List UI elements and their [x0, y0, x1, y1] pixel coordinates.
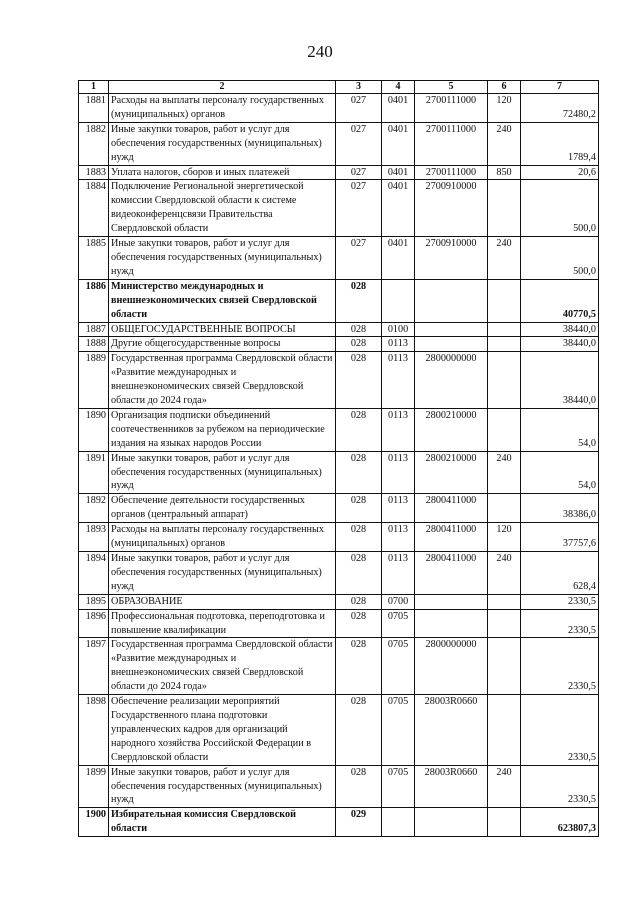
expense-type-code: 120	[488, 94, 521, 123]
row-name: Другие общегосударственные вопросы	[109, 337, 336, 352]
expense-type-code	[488, 609, 521, 638]
column-header: 6	[488, 81, 521, 94]
section-code: 0113	[382, 337, 415, 352]
row-name: Иные закупки товаров, работ и услуг для обеспечения государственных (муниципальных) нужд	[109, 237, 336, 280]
admin-code: 028	[336, 523, 382, 552]
row-name: Обеспечение деятельности государственных органов (центральный аппарат)	[109, 494, 336, 523]
column-header: 3	[336, 81, 382, 94]
section-code: 0700	[382, 594, 415, 609]
section-code	[382, 279, 415, 322]
expense-type-code: 240	[488, 122, 521, 165]
row-number: 1896	[79, 609, 109, 638]
row-amount: 628,4	[521, 552, 599, 595]
target-article-code	[415, 609, 488, 638]
target-article-code: 2700111000	[415, 94, 488, 123]
table-row	[79, 122, 599, 165]
row-amount: 20,6	[521, 165, 599, 180]
row-number: 1885	[79, 237, 109, 280]
target-article-code	[415, 808, 488, 837]
row-name: Избирательная комиссия Свердловской области	[109, 808, 336, 837]
target-article-code: 2800000000	[415, 352, 488, 409]
admin-code: 028	[336, 552, 382, 595]
row-amount: 40770,5	[521, 279, 599, 322]
row-name: ОБЩЕГОСУДАРСТВЕННЫЕ ВОПРОСЫ	[109, 322, 336, 337]
target-article-code: 2700111000	[415, 122, 488, 165]
row-number: 1899	[79, 765, 109, 808]
admin-code: 028	[336, 337, 382, 352]
row-number: 1898	[79, 695, 109, 766]
expense-type-code	[488, 494, 521, 523]
expense-type-code	[488, 695, 521, 766]
row-number: 1894	[79, 552, 109, 595]
row-amount: 623807,3	[521, 808, 599, 837]
section-code: 0100	[382, 322, 415, 337]
table-row	[79, 180, 599, 237]
budget-table	[78, 80, 599, 837]
target-article-code: 28003R0660	[415, 695, 488, 766]
target-article-code: 2800210000	[415, 451, 488, 494]
expense-type-code	[488, 594, 521, 609]
column-header: 7	[521, 81, 599, 94]
expense-type-code: 240	[488, 765, 521, 808]
row-name: Государственная программа Свердловской области «Развитие международных и внешнеэкономических связей Свердловской области до 2024 года»	[109, 352, 336, 409]
expense-type-code: 850	[488, 165, 521, 180]
expense-type-code	[488, 322, 521, 337]
row-name: Организация подписки объединений соотечественников за рубежом на периодические издания на языках народов России	[109, 408, 336, 451]
section-code: 0705	[382, 765, 415, 808]
target-article-code: 2800411000	[415, 494, 488, 523]
table-row	[79, 808, 599, 837]
page-number: 240	[307, 42, 333, 61]
table-row	[79, 94, 599, 123]
table-row	[79, 337, 599, 352]
target-article-code: 2800210000	[415, 408, 488, 451]
section-code: 0113	[382, 451, 415, 494]
table-body	[79, 94, 599, 837]
admin-code: 028	[336, 494, 382, 523]
table-row	[79, 638, 599, 695]
column-header: 1	[79, 81, 109, 94]
admin-code: 028	[336, 609, 382, 638]
admin-code: 028	[336, 695, 382, 766]
section-code: 0705	[382, 695, 415, 766]
expense-type-code	[488, 408, 521, 451]
row-amount: 38440,0	[521, 337, 599, 352]
target-article-code	[415, 337, 488, 352]
row-amount: 2330,5	[521, 594, 599, 609]
row-number: 1886	[79, 279, 109, 322]
row-amount: 2330,5	[521, 695, 599, 766]
table-row	[79, 765, 599, 808]
admin-code: 028	[336, 408, 382, 451]
row-number: 1887	[79, 322, 109, 337]
column-header: 4	[382, 81, 415, 94]
target-article-code: 2700910000	[415, 180, 488, 237]
table-row	[79, 552, 599, 595]
row-number: 1881	[79, 94, 109, 123]
admin-code: 028	[336, 352, 382, 409]
row-amount: 38386,0	[521, 494, 599, 523]
row-name: Расходы на выплаты персоналу государственных (муниципальных) органов	[109, 523, 336, 552]
table-row	[79, 408, 599, 451]
row-number: 1883	[79, 165, 109, 180]
table-row	[79, 165, 599, 180]
row-amount: 54,0	[521, 408, 599, 451]
section-code: 0401	[382, 237, 415, 280]
table-row	[79, 609, 599, 638]
section-code: 0705	[382, 609, 415, 638]
table-row	[79, 279, 599, 322]
admin-code: 028	[336, 279, 382, 322]
admin-code: 027	[336, 165, 382, 180]
target-article-code: 2700111000	[415, 165, 488, 180]
expense-type-code	[488, 279, 521, 322]
admin-code: 027	[336, 180, 382, 237]
row-name: Профессиональная подготовка, переподготовка и повышение квалификации	[109, 609, 336, 638]
expense-type-code: 120	[488, 523, 521, 552]
row-number: 1897	[79, 638, 109, 695]
table-row	[79, 322, 599, 337]
table-header-row	[79, 81, 599, 94]
row-amount: 2330,5	[521, 765, 599, 808]
column-header: 2	[109, 81, 336, 94]
row-number: 1891	[79, 451, 109, 494]
section-code: 0401	[382, 122, 415, 165]
admin-code: 029	[336, 808, 382, 837]
row-amount: 2330,5	[521, 638, 599, 695]
expense-type-code	[488, 352, 521, 409]
row-name: Иные закупки товаров, работ и услуг для обеспечения государственных (муниципальных) нужд	[109, 765, 336, 808]
row-name: Уплата налогов, сборов и иных платежей	[109, 165, 336, 180]
row-name: Иные закупки товаров, работ и услуг для обеспечения государственных (муниципальных) нужд	[109, 552, 336, 595]
row-number: 1888	[79, 337, 109, 352]
row-number: 1882	[79, 122, 109, 165]
row-amount: 500,0	[521, 237, 599, 280]
admin-code: 027	[336, 94, 382, 123]
expense-type-code	[488, 638, 521, 695]
admin-code: 027	[336, 122, 382, 165]
row-name: Обеспечение реализации мероприятий Государственного плана подготовки управленческих кадров для организаций народного хозяйства Российской Федерации в Свердловской области	[109, 695, 336, 766]
row-amount: 37757,6	[521, 523, 599, 552]
column-header: 5	[415, 81, 488, 94]
table-row	[79, 523, 599, 552]
row-name: Иные закупки товаров, работ и услуг для обеспечения государственных (муниципальных) нужд	[109, 122, 336, 165]
admin-code: 028	[336, 322, 382, 337]
section-code: 0401	[382, 94, 415, 123]
row-amount: 500,0	[521, 180, 599, 237]
section-code: 0113	[382, 523, 415, 552]
table-row	[79, 494, 599, 523]
row-amount: 38440,0	[521, 322, 599, 337]
table-row	[79, 695, 599, 766]
row-number: 1893	[79, 523, 109, 552]
row-amount: 72480,2	[521, 94, 599, 123]
section-code: 0401	[382, 180, 415, 237]
target-article-code	[415, 279, 488, 322]
admin-code: 028	[336, 594, 382, 609]
row-amount: 54,0	[521, 451, 599, 494]
row-name: Расходы на выплаты персоналу государственных (муниципальных) органов	[109, 94, 336, 123]
expense-type-code	[488, 808, 521, 837]
table-row	[79, 237, 599, 280]
row-name: Государственная программа Свердловской области «Развитие международных и внешнеэкономических связей Свердловской области до 2024 года»	[109, 638, 336, 695]
admin-code: 027	[336, 237, 382, 280]
target-article-code: 28003R0660	[415, 765, 488, 808]
admin-code: 028	[336, 638, 382, 695]
row-number: 1889	[79, 352, 109, 409]
expense-type-code: 240	[488, 552, 521, 595]
table-row	[79, 594, 599, 609]
row-amount: 1789,4	[521, 122, 599, 165]
table-row	[79, 451, 599, 494]
table-row	[79, 352, 599, 409]
row-number: 1895	[79, 594, 109, 609]
target-article-code: 2800000000	[415, 638, 488, 695]
section-code: 0113	[382, 494, 415, 523]
expense-type-code: 240	[488, 237, 521, 280]
row-number: 1892	[79, 494, 109, 523]
expense-type-code	[488, 337, 521, 352]
row-name: ОБРАЗОВАНИЕ	[109, 594, 336, 609]
target-article-code: 2800411000	[415, 552, 488, 595]
target-article-code: 2700910000	[415, 237, 488, 280]
row-amount: 2330,5	[521, 609, 599, 638]
row-name: Иные закупки товаров, работ и услуг для обеспечения государственных (муниципальных) нужд	[109, 451, 336, 494]
expense-type-code	[488, 180, 521, 237]
row-number: 1884	[79, 180, 109, 237]
section-code: 0401	[382, 165, 415, 180]
admin-code: 028	[336, 765, 382, 808]
row-number: 1900	[79, 808, 109, 837]
target-article-code	[415, 594, 488, 609]
section-code	[382, 808, 415, 837]
section-code: 0113	[382, 352, 415, 409]
section-code: 0113	[382, 552, 415, 595]
row-amount: 38440,0	[521, 352, 599, 409]
row-name: Подключение Региональной энергетической комиссии Свердловской области к системе видеоконференцсвязи Правительства Свердловской области	[109, 180, 336, 237]
section-code: 0113	[382, 408, 415, 451]
row-number: 1890	[79, 408, 109, 451]
section-code: 0705	[382, 638, 415, 695]
expense-type-code: 240	[488, 451, 521, 494]
admin-code: 028	[336, 451, 382, 494]
target-article-code	[415, 322, 488, 337]
target-article-code: 2800411000	[415, 523, 488, 552]
row-name: Министерство международных и внешнеэкономических связей Свердловской области	[109, 279, 336, 322]
